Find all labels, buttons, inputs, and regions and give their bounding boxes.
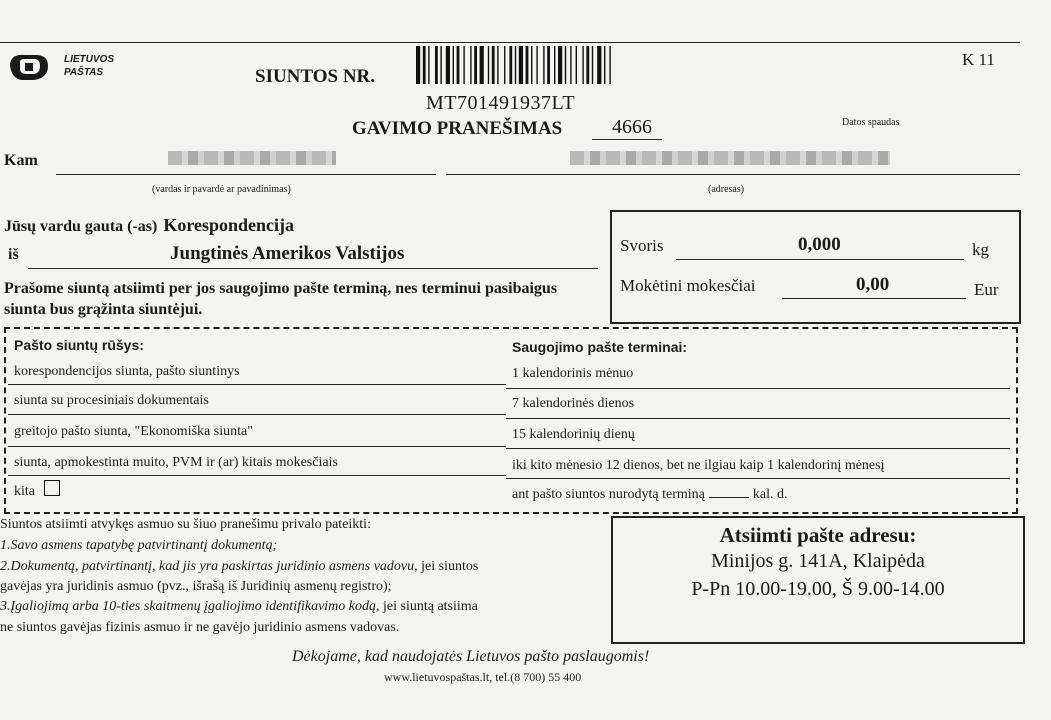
row-divider <box>506 388 1010 389</box>
row-divider <box>506 478 1010 479</box>
row-term: iki kito mėnesio 12 dienos, bet ne ilgiau kaip 1 kalendorinį mėnesį <box>512 458 885 473</box>
requirement-3 <box>0 599 478 615</box>
weight-fee-box <box>610 210 1021 324</box>
fee-unit: Eur <box>974 280 999 299</box>
notice-number: 4666 <box>612 116 652 138</box>
origin-underline <box>28 268 598 269</box>
row-type: korespondencijos siunta, pašto siuntinys <box>14 364 240 379</box>
fee-label: Mokėtini mokesčiai <box>620 276 756 295</box>
row-divider <box>506 418 1010 419</box>
item-type: Korespondencija <box>163 215 295 235</box>
requirement-2-rest: jei siuntos <box>417 559 479 574</box>
notice-number-underline <box>592 139 662 140</box>
instruction-text: Prašome siuntą atsiimti per jos saugojimo pašte terminą, nes terminui pasibaigus siunta bus grąžinta siuntėjui. <box>4 280 558 318</box>
requirement-1: 1.Savo asmens tapatybę patvirtinantį dokumentą; <box>0 538 278 553</box>
recipient-address-redacted <box>570 151 890 165</box>
weight-underline <box>676 259 964 260</box>
row-term: 15 kalendorinių dienų <box>512 427 635 442</box>
weight-unit: kg <box>972 240 989 259</box>
footer-thanks: Dėkojame, kad naudojatės Lietuvos pašto paslaugomis! <box>292 648 650 665</box>
requirement-2 <box>0 559 478 575</box>
top-border <box>0 42 1020 43</box>
row-term: 1 kalendorinis mėnuo <box>512 366 634 381</box>
to-label: Kam <box>4 152 38 169</box>
pickup-address: Minijos g. 141A, Klaipėda <box>711 550 925 572</box>
recipient-name-line <box>56 174 436 175</box>
footer-contact: www.lietuvospaštas.lt, tel.(8 700) 55 400 <box>384 670 582 684</box>
weight-label: Svoris <box>620 236 664 255</box>
tracking-number: MT701491937LT <box>426 92 576 114</box>
barcode <box>416 46 746 86</box>
recipient-name-redacted <box>168 151 336 165</box>
other-checkbox[interactable] <box>44 480 60 496</box>
parcel-number-label: SIUNTOS NR. <box>255 66 376 87</box>
requirement-3-rest: jei siuntą atsiima <box>379 599 478 614</box>
storage-terms-table <box>4 327 1018 514</box>
logo-text-top: LIETUVOS <box>64 54 115 65</box>
address-caption: (adresas) <box>708 184 745 195</box>
other-label: kita <box>14 484 35 499</box>
post-horn-icon <box>6 52 66 84</box>
logo-text-bottom: PAŠTAS <box>64 67 104 78</box>
row-type: siunta, apmokestinta muito, PVM ir (ar) kitais mokesčiais <box>14 455 338 470</box>
requirements-intro: Siuntos atsiimti atvykęs asmuo su šiuo pranešimu privalo pateikti: <box>0 517 371 532</box>
pickup-title: Atsiimti pašte adresu: <box>719 523 917 547</box>
row-type: greitojo pašto siunta, "Ekonomiška siunta" <box>14 424 253 439</box>
row-divider <box>8 384 506 385</box>
row-divider <box>8 446 506 447</box>
lietuvos-pastas-logo <box>6 52 126 86</box>
row-divider <box>8 414 506 415</box>
notice-title: GAVIMO PRANEŠIMAS <box>352 118 563 139</box>
date-stamp-label: Datos spaudas <box>842 117 900 128</box>
other-term-prefix: ant pašto siuntos nurodytą terminą <box>512 487 705 502</box>
received-text: Jūsų vardu gauta (-as) <box>4 218 158 235</box>
other-term-blank <box>709 497 749 498</box>
other-term <box>512 487 787 503</box>
requirement-2-line2: gavėjas yra juridinis asmuo (pvz., išrašą iš Juridinių asmenų registro); <box>0 579 392 594</box>
form-code: K 11 <box>962 50 995 69</box>
from-label: iš <box>8 246 19 263</box>
table-col1-header: Pašto siuntų rūšys: <box>14 337 144 353</box>
requirement-2-italic: 2.Dokumentą, patvirtinantį, kad jis yra paskirtas juridinio asmens vadovu, <box>0 559 418 574</box>
recipient-address-line <box>446 174 1020 175</box>
row-divider <box>506 448 1010 449</box>
row-divider <box>8 475 506 476</box>
fee-value: 0,00 <box>856 274 890 295</box>
other-term-suffix: kal. d. <box>752 487 788 502</box>
row-type: siunta su procesiniais dokumentais <box>14 393 209 408</box>
row-term: 7 kalendorinės dienos <box>512 396 635 411</box>
table-col2-header: Saugojimo pašte terminai: <box>512 339 688 355</box>
pickup-hours: P-Pn 10.00-19.00, Š 9.00-14.00 <box>691 578 945 600</box>
received-line <box>4 215 294 236</box>
origin-country: Jungtinės Amerikos Valstijos <box>170 243 405 264</box>
weight-value: 0,000 <box>798 234 841 255</box>
requirement-3-line2: ne siuntos gavėjas fizinis asmuo ir ne gavėjo juridinio asmens vadovas. <box>0 620 400 635</box>
fee-underline <box>782 298 966 299</box>
name-caption: (vardas ir pavardė ar pavadinimas) <box>152 184 291 195</box>
requirement-3-italic: 3.Įgaliojimą arba 10-ties skaitmenų įgaliojimo identifikavimo kodą, <box>0 599 380 614</box>
